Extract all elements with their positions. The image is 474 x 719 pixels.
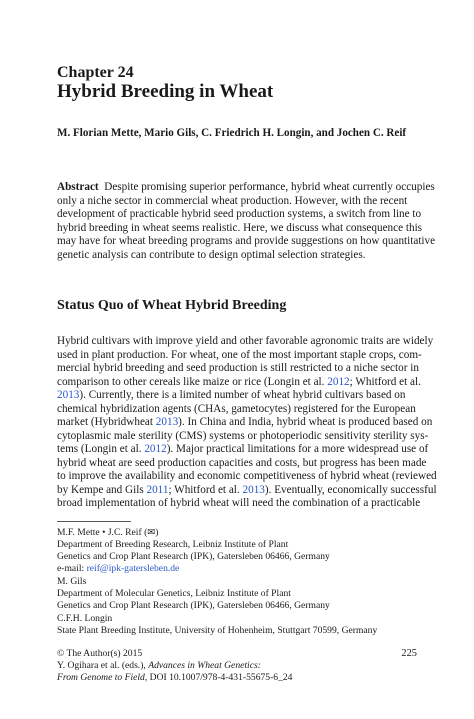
body-text-run: hybrid wheat are seed production capacities and costs, but progress has been made — [57, 456, 427, 469]
abstract-line: may have for wheat breeding programs and provide suggestions on how quantitative — [57, 235, 436, 247]
body-line — [57, 443, 429, 457]
body-text-run: ; Whitford et al. — [168, 483, 243, 496]
affiliation-names: M. Gils — [57, 576, 87, 587]
affiliation-gils — [57, 576, 330, 612]
body-text-run: Hybrid cultivars with improve yield and other favorable agronomic traits are widely — [57, 335, 434, 347]
body-text-run: ). Eventually, economically successful — [264, 483, 437, 496]
doi: , DOI 10.1007/978-4-431-55675-6_24 — [144, 672, 293, 683]
body-text-run: comparison to other cereals like maize or rice (Longin et al. — [57, 375, 328, 388]
doi-line — [57, 672, 292, 684]
affiliation-department: Department of Molecular Genetics, Leibniz Institute of Plant — [57, 588, 291, 599]
citation-link[interactable]: 2012 — [327, 375, 350, 388]
body-line — [57, 362, 419, 376]
body-line — [57, 335, 434, 349]
citation-link[interactable]: 2013 — [242, 483, 265, 496]
citation-footer — [57, 648, 292, 684]
copyright: © The Author(s) 2015 — [57, 648, 143, 659]
email-prefix: e-mail: — [57, 563, 87, 574]
body-text-run: ). In China and India, hybrid wheat is produced based on — [178, 416, 433, 428]
citation-link[interactable]: 2011 — [146, 483, 169, 496]
citation-link[interactable]: 2013 — [57, 389, 80, 401]
body-text-run: chemical hybridization agents (CHAs, gametocytes) registered for the European — [57, 402, 416, 415]
section-heading: Status Quo of Wheat Hybrid Breeding — [57, 298, 287, 313]
body-line — [57, 389, 419, 403]
body-line — [57, 429, 429, 444]
abstract-line: development of practicable hybrid seed production systems, a switch from line to — [57, 208, 422, 220]
body-line — [57, 497, 419, 511]
body-text-run: used in plant production. For wheat, one of the most important staple crops, com- — [57, 348, 422, 361]
body-text-run: market (Hybridwheat — [57, 416, 156, 428]
body-text-run: ). Major practical limitations for a more widespread use of — [166, 443, 429, 455]
affiliation-longin — [57, 613, 377, 637]
affiliation-department: Department of Breeding Research, Leibniz Institute of Plant — [57, 539, 289, 550]
citation-link[interactable]: 2013 — [155, 416, 179, 428]
body-text-run: to improve the availability and economic competitiveness of hybrid wheat (reviewed — [57, 470, 437, 482]
body-line — [57, 403, 419, 417]
body-text-run: by Kempe and Gils — [57, 483, 147, 496]
body-text-run: cytoplasmic male sterility (CMS) systems or photoperiodic sensitivity sterility sys- — [57, 429, 429, 442]
body-line — [57, 348, 422, 363]
affiliation-email — [57, 563, 330, 575]
affiliation-names: C.F.H. Longin — [57, 613, 113, 624]
abstract-line — [57, 181, 435, 195]
email-link[interactable]: reif@ipk-gatersleben.de — [86, 563, 180, 574]
page-number: 225 — [401, 648, 417, 659]
footnote-divider — [57, 521, 131, 522]
body-text-run: tems (Longin et al. — [57, 443, 145, 455]
affiliation-mette-reif — [57, 527, 330, 575]
body-line — [57, 376, 419, 390]
chapter-title: Hybrid Breeding in Wheat — [57, 81, 274, 102]
affiliation-institute: State Plant Breeding Institute, University of Hohenheim, Stuttgart 70599, Germany — [57, 625, 378, 636]
abstract-line: genetic analysis can contribute to design optimal selection strategies. — [57, 248, 366, 261]
affiliation-institute: Genetics and Crop Plant Research (IPK), Gatersleben 06466, Germany — [57, 551, 330, 562]
body-line — [57, 470, 437, 484]
body-line — [57, 483, 437, 498]
book-subtitle: From Genome to Field — [57, 672, 145, 683]
editors-line — [57, 660, 292, 672]
abstract-line: only a niche sector in commercial wheat production. However, with the recent — [57, 194, 408, 207]
body-line — [57, 456, 427, 471]
abstract — [57, 181, 436, 262]
body-text-run: ). Currently, there is a limited number of wheat hybrid cultivars based on — [79, 389, 406, 401]
affiliation-institute: Genetics and Crop Plant Research (IPK), Gatersleben 06466, Germany — [57, 600, 330, 611]
section-body — [57, 335, 437, 511]
body-line — [57, 416, 433, 430]
chapter-number: Chapter 24 — [57, 64, 134, 81]
affiliation-names: M.F. Mette • J.C. Reif (✉) — [57, 527, 159, 538]
citation-link[interactable]: 2012 — [144, 443, 167, 455]
abstract-text: Despite promising superior performance, hybrid wheat currently occupies — [104, 181, 435, 193]
body-text-run: mercial hybrid breeding and seed production is still restricted to a niche sector in — [57, 362, 419, 374]
body-text-run: broad implementation of hybrid wheat will need the combination of a practicable — [57, 497, 421, 509]
editors: Y. Ogihara et al. (eds.), — [57, 660, 149, 671]
body-text-run: ; Whitford et al. — [349, 375, 421, 388]
author-list: M. Florian Mette, Mario Gils, C. Friedrich H. Longin, and Jochen C. Reif — [57, 127, 407, 139]
abstract-label: Abstract — [57, 181, 99, 193]
book-title: Advances in Wheat Genetics: — [148, 660, 261, 671]
abstract-line: hybrid breeding in wheat seems realistic. Here, we discuss what consequence this — [57, 221, 423, 234]
